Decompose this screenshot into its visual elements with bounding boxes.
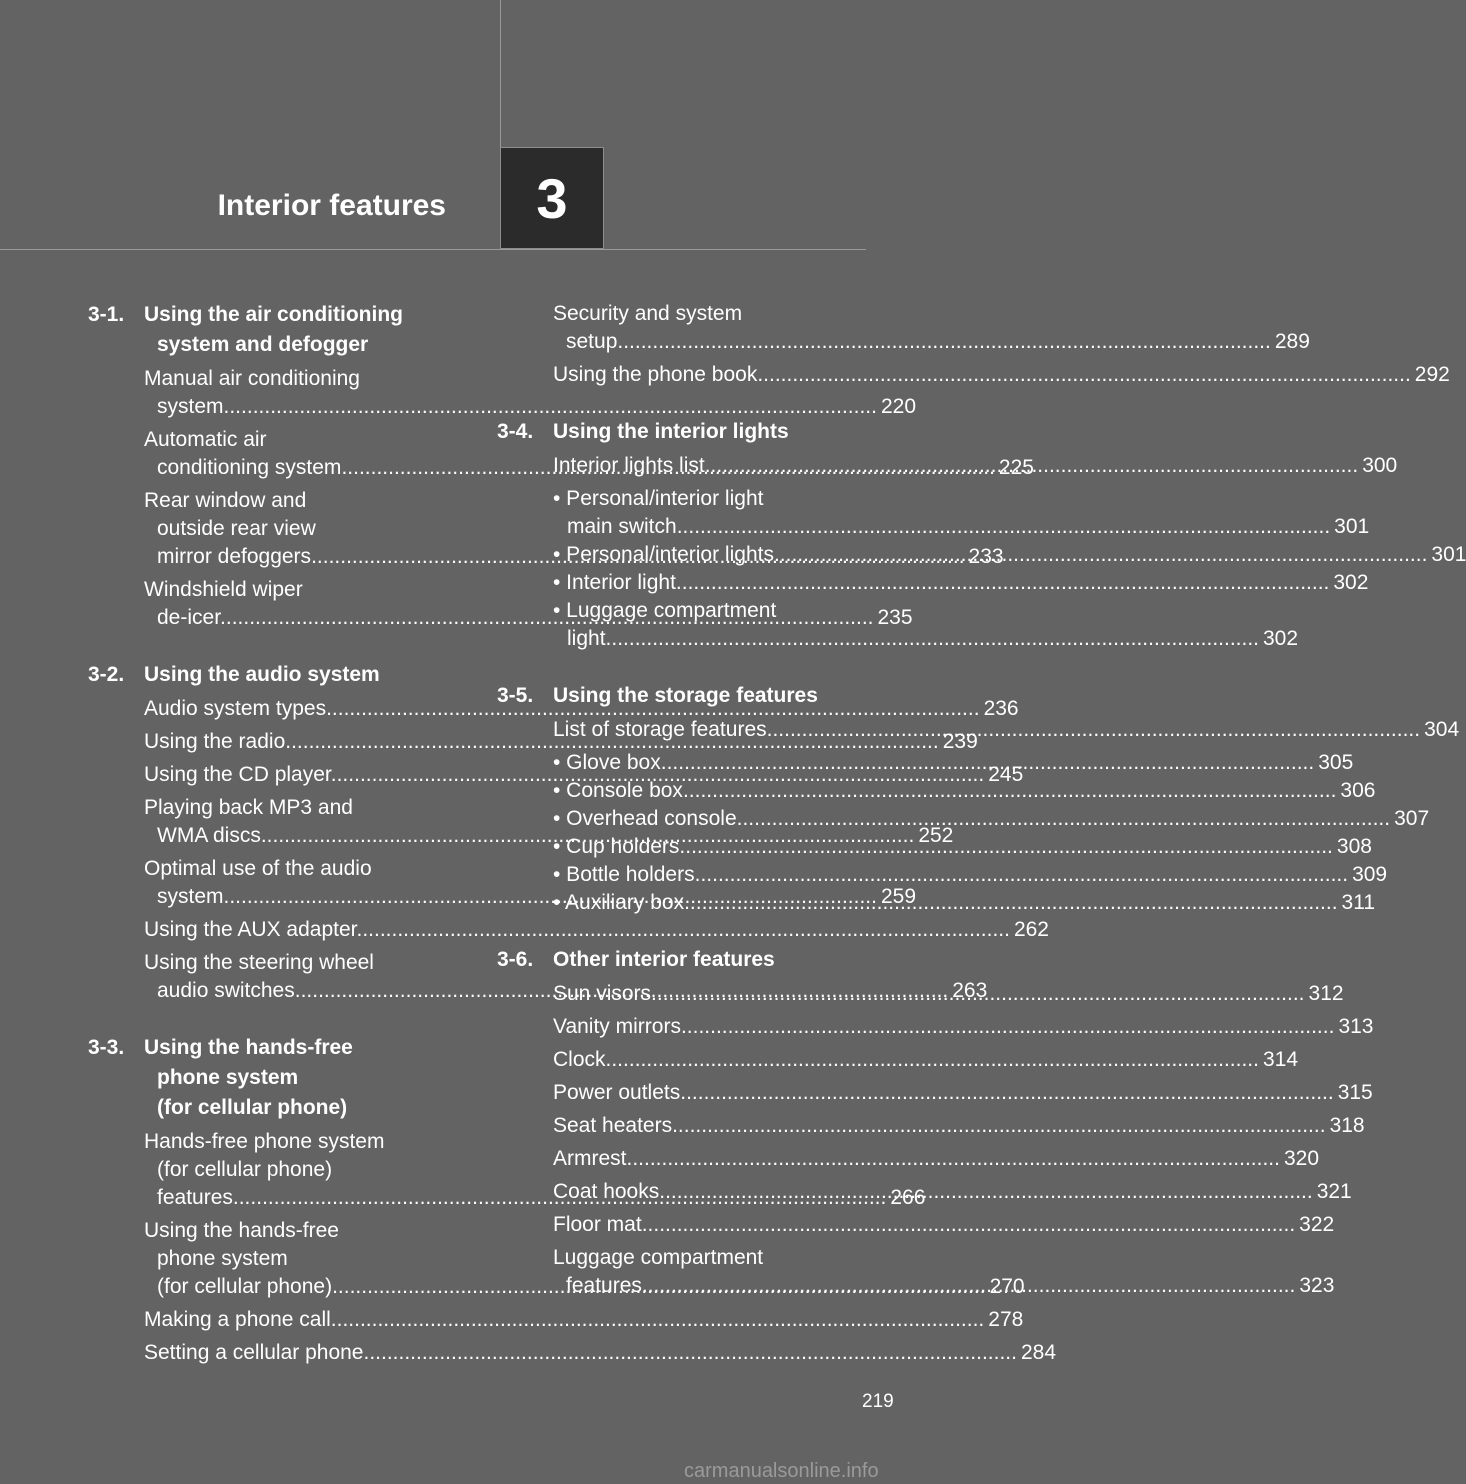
- section-number: 3-1.: [88, 303, 125, 326]
- dot-leader: [617, 330, 1270, 353]
- toc-entry-line: [553, 1013, 1374, 1041]
- toc-entry-page: 301: [1334, 515, 1370, 538]
- toc-entry-line: [553, 777, 1376, 805]
- toc-entry-page: 300: [1362, 454, 1398, 477]
- toc-entry[interactable]: [553, 1211, 1335, 1239]
- toc-entry[interactable]: [553, 569, 1369, 597]
- toc-entry-text: de-icer: [157, 606, 221, 629]
- toc-entry-text: Audio system types: [144, 697, 327, 720]
- toc-entry-page: 225: [998, 456, 1034, 479]
- section-number: 3-4.: [497, 420, 534, 443]
- toc-entry-line: (for cellular phone): [157, 1158, 333, 1181]
- dot-leader: [695, 863, 1348, 886]
- dot-leader: [679, 835, 1332, 858]
- toc-entry[interactable]: [553, 1079, 1373, 1107]
- toc-entry-line: [144, 1339, 1057, 1367]
- toc-entry-line: [144, 393, 917, 421]
- toc-entry-text: conditioning system: [157, 456, 342, 479]
- toc-entry-line: [553, 861, 1388, 889]
- toc-entry-line: [553, 1112, 1365, 1140]
- dot-leader: [767, 718, 1420, 741]
- toc-entry-text: Interior lights list: [553, 454, 705, 477]
- toc-entry[interactable]: [144, 1306, 1024, 1334]
- toc-entry-page: 307: [1394, 807, 1430, 830]
- toc-entry-line: Playing back MP3 and: [144, 796, 353, 819]
- toc-entry-page: 263: [952, 979, 988, 1002]
- toc-entry-page: 309: [1352, 863, 1388, 886]
- dot-leader: [680, 1081, 1333, 1104]
- toc-entry-line: Using the steering wheel: [144, 951, 374, 974]
- dot-leader: [676, 571, 1329, 594]
- toc-entry-text: Coat hooks: [553, 1180, 660, 1203]
- section-title-line: Using the audio system: [144, 663, 380, 686]
- section-heading: [497, 681, 869, 711]
- toc-entry-text: Sun visors: [553, 982, 652, 1005]
- section-number: 3-6.: [497, 948, 534, 971]
- section-title-line: phone system: [157, 1066, 299, 1089]
- dot-leader: [681, 1015, 1334, 1038]
- dot-leader: [651, 982, 1304, 1005]
- toc-entry-line: [553, 805, 1430, 833]
- toc-entry-page: 284: [1020, 1341, 1057, 1364]
- section-title-line: Using the storage features: [553, 684, 818, 707]
- toc-entry-line: [553, 1145, 1320, 1173]
- section-title-line: Using the air conditioning: [144, 303, 403, 326]
- toc-entry-page: 301: [1431, 543, 1466, 566]
- toc-entry-text: Vanity mirrors: [553, 1015, 681, 1038]
- watermark: carmanualsonline.info: [684, 1460, 879, 1482]
- toc-entry-text: Making a phone call: [144, 1308, 331, 1331]
- toc-entry-page: 239: [942, 730, 978, 753]
- dot-leader: [627, 1147, 1280, 1170]
- toc-entry[interactable]: [553, 361, 1450, 389]
- toc-entry-page: 235: [877, 606, 913, 629]
- toc-entry[interactable]: [553, 861, 1388, 889]
- toc-entry-line: Manual air conditioning: [144, 367, 360, 390]
- toc-entry-page: 278: [988, 1308, 1024, 1331]
- dot-leader: [737, 807, 1390, 830]
- toc-entry-line: Rear window and: [144, 489, 307, 512]
- toc-entry-text: Clock: [553, 1048, 606, 1071]
- section-heading: [497, 945, 869, 975]
- section-heading: [88, 660, 460, 690]
- toc-entry[interactable]: [144, 1339, 1057, 1367]
- toc-entry-text: system: [157, 885, 224, 908]
- toc-entry-page: 252: [918, 824, 954, 847]
- toc-entry-text: Floor mat: [553, 1213, 642, 1236]
- toc-entry-text: Using the phone book: [553, 363, 758, 386]
- toc-entry-page: 318: [1329, 1114, 1365, 1137]
- toc-entry-text: Using the CD player: [144, 763, 331, 786]
- toc-entry-page: 321: [1316, 1180, 1352, 1203]
- toc-entry-page: 322: [1299, 1213, 1335, 1236]
- toc-entry-page: 312: [1308, 982, 1344, 1005]
- toc-entry-text: mirror defoggers: [157, 545, 312, 568]
- dot-leader: [774, 543, 1427, 566]
- toc-entry-page: 304: [1424, 718, 1460, 741]
- toc-entry-line: phone system: [157, 1247, 288, 1270]
- toc-entry-text: features: [157, 1186, 233, 1209]
- toc-entry-text: audio switches: [157, 979, 295, 1002]
- toc-entry-text: • Console box: [553, 779, 683, 802]
- dot-leader: [672, 1114, 1325, 1137]
- toc-entry-text: • Personal/interior lights: [553, 543, 774, 566]
- toc-entry-line: • Personal/interior light: [553, 487, 764, 510]
- toc-entry-line: [553, 328, 1310, 356]
- toc-entry-page: 220: [880, 395, 917, 418]
- section-number: 3-3.: [88, 1036, 125, 1059]
- section-title: [553, 681, 869, 711]
- dot-leader: [705, 454, 1358, 477]
- dot-leader: [661, 751, 1314, 774]
- toc-entry-page: 320: [1283, 1147, 1320, 1170]
- toc-entry-text: • Bottle holders: [553, 863, 695, 886]
- toc-entry-page: 306: [1340, 779, 1376, 802]
- toc-entry-text: Seat heaters: [553, 1114, 673, 1137]
- toc-entry-line: [553, 513, 1370, 541]
- toc-entry-line: Luggage compartment: [553, 1246, 764, 1269]
- toc-entry-line: [553, 625, 1299, 653]
- toc-entry[interactable]: [553, 485, 1370, 541]
- dot-leader: [642, 1274, 1295, 1297]
- section-title: [553, 945, 869, 975]
- toc-entry-line: Optimal use of the audio: [144, 857, 372, 880]
- dot-leader: [606, 1048, 1259, 1071]
- toc-entry-text: • Overhead console: [553, 807, 737, 830]
- toc-entry-text: • Auxiliary box: [553, 891, 685, 914]
- toc-entry-line: [553, 1079, 1373, 1107]
- toc-entry-line: Using the hands-free: [144, 1219, 339, 1242]
- chapter-title: Interior features: [217, 189, 446, 222]
- toc-entry-line: [553, 569, 1369, 597]
- toc-entry[interactable]: [553, 805, 1430, 833]
- toc-entry-page: 305: [1318, 751, 1354, 774]
- toc-entry-text: features: [566, 1274, 642, 1297]
- dot-leader: [683, 779, 1336, 802]
- toc-entry-page: 313: [1338, 1015, 1374, 1038]
- section-title: [144, 1033, 460, 1123]
- toc-entry-text: List of storage features: [553, 718, 767, 741]
- toc-entry-text: system: [157, 395, 224, 418]
- section-heading: [88, 1033, 460, 1123]
- toc-entry-line: Windshield wiper: [144, 578, 303, 601]
- toc-entry-line: Automatic air: [144, 428, 267, 451]
- toc-entry-page: 311: [1341, 891, 1376, 914]
- toc-entry-page: 236: [983, 697, 1019, 720]
- section-title-line: system and defogger: [157, 333, 369, 356]
- toc-entry-line: • Luggage compartment: [553, 599, 777, 622]
- toc-entry-line: [144, 1306, 1024, 1334]
- toc-entry-line: [553, 361, 1450, 389]
- toc-entry-page: 308: [1336, 835, 1372, 858]
- toc-entry-page: 302: [1263, 627, 1299, 650]
- section-heading: [88, 300, 460, 360]
- section-heading: [497, 417, 869, 447]
- toc-entry[interactable]: [553, 1046, 1299, 1074]
- toc-entry-text: Power outlets: [553, 1081, 681, 1104]
- toc-entry[interactable]: [553, 777, 1376, 805]
- toc-entry-text: WMA discs: [157, 824, 261, 847]
- toc-entry-line: Hands-free phone system: [144, 1130, 385, 1153]
- toc-entry-page: 314: [1262, 1048, 1299, 1071]
- toc-entry-text: Using the radio: [144, 730, 286, 753]
- section-title: [144, 660, 460, 690]
- toc-entry[interactable]: [553, 300, 1310, 356]
- toc-entry[interactable]: [553, 1145, 1320, 1173]
- toc-entry-page: 245: [988, 763, 1024, 786]
- toc-entry-page: 289: [1274, 330, 1310, 353]
- dot-leader: [757, 363, 1410, 386]
- toc-entry-page: 259: [880, 885, 917, 908]
- toc-entry-text: light: [567, 627, 606, 650]
- section-title-line: Using the hands-free: [144, 1036, 353, 1059]
- toc-entry-page: 302: [1333, 571, 1369, 594]
- toc-entry-page: 292: [1414, 363, 1450, 386]
- section-title-line: Other interior features: [553, 948, 775, 971]
- toc-entry-line: [553, 1046, 1299, 1074]
- toc-entry-text: • Interior light: [553, 571, 676, 594]
- dot-leader: [677, 515, 1330, 538]
- toc-entry-text: • Cup holders: [553, 835, 680, 858]
- dot-leader: [659, 1180, 1312, 1203]
- dot-leader: [684, 891, 1337, 914]
- section-title: [553, 417, 869, 447]
- chapter-number-box: 3: [500, 147, 604, 249]
- toc-entry-line: [553, 1211, 1335, 1239]
- toc-entry-page: 315: [1337, 1081, 1373, 1104]
- toc-entry-page: 233: [968, 545, 1004, 568]
- toc-entry-text: Armrest: [553, 1147, 627, 1170]
- toc-entry-text: Setting a cellular phone: [144, 1341, 364, 1364]
- toc-entry-page: 323: [1299, 1274, 1335, 1297]
- toc-entry-text: • Glove box: [553, 751, 661, 774]
- dot-leader: [364, 1341, 1017, 1364]
- toc-entry-list: [497, 300, 1450, 389]
- toc-entry-text: Using the AUX adapter: [144, 918, 357, 941]
- header-horizontal-rule: [0, 249, 866, 250]
- toc-entry-text: setup: [566, 330, 618, 353]
- section-title-line: (for cellular phone): [157, 1096, 348, 1119]
- page-number: 219: [862, 1391, 894, 1412]
- toc-entry[interactable]: [553, 1112, 1365, 1140]
- dot-leader: [642, 1213, 1295, 1236]
- section-number: 3-5.: [497, 684, 534, 707]
- toc-entry-page: 266: [890, 1186, 926, 1209]
- toc-entry-line: outside rear view: [157, 517, 316, 540]
- section-number: 3-2.: [88, 663, 125, 686]
- toc-entry-page: 262: [1013, 918, 1049, 941]
- toc-entry-line: Security and system: [553, 302, 743, 325]
- toc-entry[interactable]: [144, 916, 1049, 944]
- toc-entry-line: [144, 916, 1049, 944]
- toc-section: [497, 300, 1450, 389]
- section-title-line: Using the interior lights: [553, 420, 789, 443]
- toc-entry-text: main switch: [567, 515, 677, 538]
- section-title: [144, 300, 460, 360]
- toc-entry-page: 270: [989, 1275, 1025, 1298]
- toc-entry-text: (for cellular phone): [157, 1275, 333, 1298]
- toc-entry[interactable]: [553, 1013, 1374, 1041]
- dot-leader: [606, 627, 1259, 650]
